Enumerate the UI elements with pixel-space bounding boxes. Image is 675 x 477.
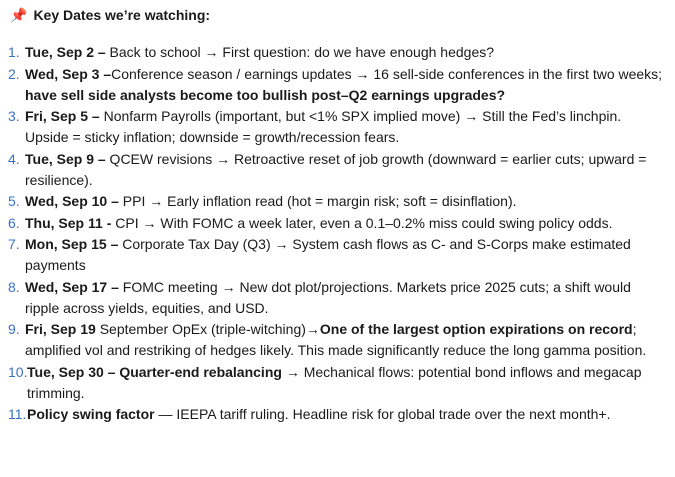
list-item-text: → Mechanical flows: potential bond inflows and megacap trimming. bbox=[27, 363, 642, 401]
list-item-text: — IEEPA tariff ruling. Headline risk for global trade over the next month+. bbox=[154, 406, 611, 422]
list-item-bold-text: Policy swing factor bbox=[27, 406, 155, 422]
list-item-bold-text: Wed, Sep 17 – bbox=[25, 278, 119, 295]
list-item-bold-text: Wed, Sep 10 – bbox=[25, 193, 119, 209]
list-item-number: 11. bbox=[8, 406, 27, 422]
list-item-text: CPI → With FOMC a week later, even a 0.1–0.2% miss could swing policy odds. bbox=[111, 214, 613, 231]
list-item-number: 6. bbox=[8, 214, 20, 231]
list-item-bold-text: Fri, Sep 19 bbox=[25, 321, 96, 337]
list-item bbox=[8, 234, 668, 276]
list-item-text: FOMC meeting → New dot plot/projections. Markets price 2025 cuts; a shift would ripple across yields, equities, and USD. bbox=[25, 278, 631, 316]
list-item-text: QCEW revisions → Retroactive reset of job growth (downward = earlier cuts; upward = resilience). bbox=[25, 150, 647, 188]
list-item-bold-text: One of the largest option expirations on record bbox=[319, 321, 633, 337]
list-item bbox=[8, 404, 668, 425]
heading-title: Key Dates we’re watching: bbox=[33, 7, 211, 23]
list-item bbox=[8, 191, 668, 212]
list-item bbox=[8, 362, 668, 404]
list-item-bold-text: Tue, Sep 30 – Quarter-end rebalancing bbox=[27, 363, 282, 380]
list-item-bold-text: Mon, Sep 15 – bbox=[25, 236, 119, 252]
list-item-number: 4. bbox=[8, 150, 20, 167]
list-item bbox=[8, 149, 668, 191]
list-item-bold-text: Fri, Sep 5 – bbox=[25, 108, 100, 124]
list-item-bold-text: have sell side analysts become too bullish post–Q2 earnings upgrades? bbox=[25, 86, 506, 103]
list-item-bold-text: Thu, Sep 11 - bbox=[25, 214, 112, 231]
list-item-number: 10. bbox=[8, 363, 28, 380]
list-item-text: Conference season / earnings updates → 16 sell-side conferences in the first two weeks; bbox=[111, 65, 663, 82]
list-item-number: 3. bbox=[8, 108, 20, 124]
list-item bbox=[8, 277, 668, 319]
list-item-text: September OpEx (triple-witching)→ bbox=[95, 321, 320, 337]
list-item-number: 7. bbox=[8, 236, 20, 252]
list-item-number: 5. bbox=[8, 193, 20, 209]
list-item-number: 9. bbox=[8, 321, 20, 337]
list-item-text: Nonfarm Payrolls (important, but <1% SPX implied move) → Still the Fed’s linchpin. Upside = sticky inflation; downside = growth/recession fears. bbox=[25, 108, 622, 145]
list-item bbox=[8, 319, 668, 361]
key-dates-list bbox=[8, 42, 668, 426]
list-item-text: Corporate Tax Day (Q3) → System cash flows as C- and S-Corps make estimated payments bbox=[25, 236, 631, 273]
list-item-number: 2. bbox=[8, 65, 20, 82]
list-item-text: ; amplified vol and restriking of hedges likely. This made significantly reduce the long gamma position. bbox=[25, 321, 647, 358]
pushpin-icon: 📌 bbox=[10, 7, 28, 23]
list-item-text: Back to school → First question: do we have enough hedges? bbox=[105, 44, 495, 60]
list-item bbox=[8, 64, 668, 106]
list-item bbox=[8, 213, 668, 234]
section-heading bbox=[10, 5, 210, 25]
list-item-bold-text: Tue, Sep 9 – bbox=[25, 150, 106, 167]
list-item-number: 1. bbox=[8, 44, 20, 60]
list-item-bold-text: Tue, Sep 2 – bbox=[25, 44, 106, 60]
list-item-text: PPI → Early inflation read (hot = margin risk; soft = disinflation). bbox=[118, 193, 517, 209]
list-item-number: 8. bbox=[8, 278, 20, 295]
list-item bbox=[8, 106, 668, 148]
list-item-bold-text: Wed, Sep 3 – bbox=[25, 65, 112, 82]
list-item bbox=[8, 42, 668, 63]
